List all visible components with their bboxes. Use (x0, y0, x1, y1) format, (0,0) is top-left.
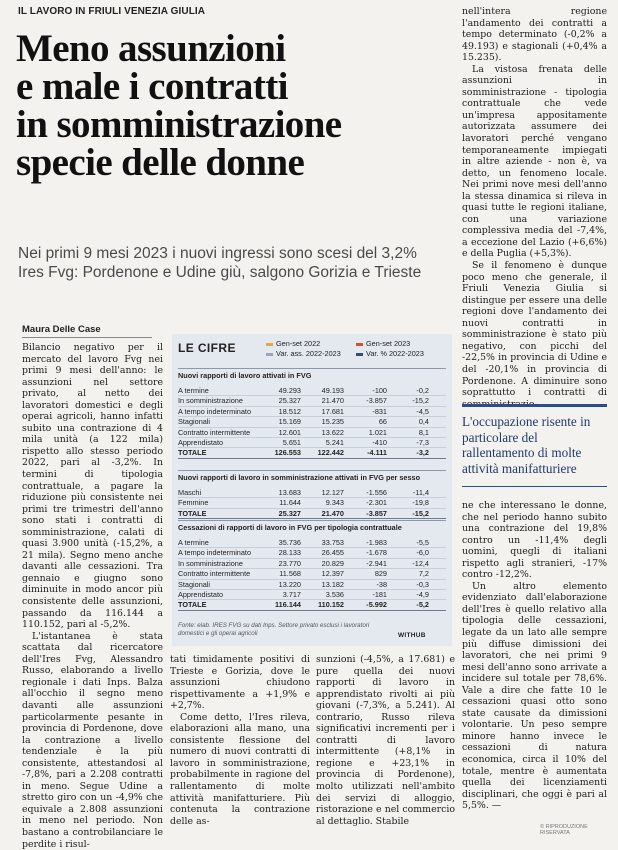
table-cell: -38 (376, 579, 387, 589)
table-cell: -410 (372, 438, 387, 448)
table-cell: -7,3 (416, 438, 429, 448)
headline-line: e male i contratti (16, 65, 288, 108)
table-row (178, 569, 446, 579)
infobox-header (178, 339, 446, 365)
table-cell: 21.470 (321, 396, 344, 406)
row-label: In somministrazione (178, 396, 243, 406)
legend-label: Gen-set 2022 (276, 339, 321, 348)
table-cell: -15,2 (412, 396, 429, 406)
table-cell: -1.556 (366, 488, 387, 497)
table-by-sex (178, 470, 446, 519)
table-cell: -1.983 (366, 538, 387, 547)
source-note: Fonte: elab. IRES FVG su dati Inps. Settore privato esclusi i lavoratori domestici e gli operai agricoli (178, 622, 370, 637)
row-label: Apprendistato (178, 438, 224, 448)
table-cell: 8,1 (418, 427, 429, 437)
table-row (178, 488, 446, 498)
table-cell: 116.144 (275, 600, 301, 610)
row-label: TOTALE (178, 448, 207, 458)
table-cell: 13.622 (321, 427, 344, 437)
table-cell: 25.327 (278, 508, 301, 518)
table-cell: 0,4 (418, 417, 429, 427)
table-cell: 15.169 (278, 417, 301, 427)
table-cell: -11,4 (412, 488, 429, 497)
table-row (178, 428, 446, 438)
table-row (178, 396, 446, 406)
table-row (178, 559, 446, 569)
brand-logo: WITHUB (398, 632, 426, 639)
row-label: Apprendistato (178, 590, 224, 600)
legend-label: Gen-set 2023 (366, 339, 411, 348)
section-kicker: IL LAVORO IN FRIULI VENEZIA GIULIA (18, 6, 206, 17)
article-column-2 (170, 654, 310, 827)
row-label: TOTALE (178, 600, 207, 610)
headline-line: in somministrazione (16, 103, 342, 146)
pull-quote: L'occupazione risente in particolare del rallentamento di molte attività manifatturiere (462, 404, 607, 487)
table-total-row (178, 600, 446, 610)
table-cell: 122.442 (317, 448, 344, 458)
row-label: Stagionali (178, 417, 211, 427)
table-row (178, 498, 446, 508)
row-label: A tempo indeterminato (178, 548, 252, 558)
table-total-row (178, 509, 446, 519)
paragraph: nell'intera regione l'andamento dei contratti a tempo determinato (-0,2% a 49.193) e stagionali (+0,4% a 15.235). (462, 6, 607, 64)
table-cell: -3,2 (416, 448, 429, 458)
table-cell: 7,2 (418, 569, 429, 579)
table-cell: 18.512 (278, 406, 301, 416)
table-cell: -3.857 (366, 508, 387, 518)
article-column-4-top (462, 6, 607, 410)
table-row (178, 580, 446, 590)
table-cell: -5,5 (416, 538, 429, 547)
copyright-notice: © RIPRODUZIONE RISERVATA (540, 824, 588, 836)
table-title: Cessazioni di rapporti di lavoro in FVG per tipologia contrattuale (178, 520, 446, 532)
table-cell: -5.992 (366, 600, 387, 610)
table-cell: 9.343 (325, 498, 344, 508)
table-cell: -100 (372, 386, 387, 395)
legend-label: Var. ass. 2022-2023 (276, 349, 341, 358)
article-column-4-bottom (462, 500, 607, 812)
table-cell: 13.683 (278, 488, 301, 497)
table-cell: 28.133 (278, 548, 301, 558)
row-label: A termine (178, 386, 209, 395)
table-cell: 23.770 (278, 558, 301, 568)
table-title: Nuovi rapporti di lavoro attivati in FVG (178, 368, 446, 380)
table-cell: 11.644 (279, 498, 301, 508)
legend-label: Var. % 2022-2023 (366, 349, 424, 358)
table-cell: -12,4 (412, 558, 429, 568)
row-label: Contratto intermittente (178, 427, 251, 437)
table-row (178, 548, 446, 558)
table-cell: 3.536 (325, 590, 344, 600)
table-cell: 829 (374, 569, 387, 579)
table-cell: -181 (372, 590, 387, 600)
table-cell: -1.678 (366, 548, 387, 558)
infobox-title: LE CIFRE (178, 341, 236, 355)
table-cell: 12.397 (321, 569, 344, 579)
row-label: Femmine (178, 498, 209, 508)
table-total-row (178, 448, 446, 458)
table-cell: 66 (378, 417, 387, 427)
table-cell: 33.753 (321, 538, 344, 547)
table-cell: 12.127 (321, 488, 344, 497)
table-cell: 49.193 (321, 386, 344, 395)
paragraph: Come detto, l'Ires rileva, elaborazioni alla mano, una consistente flessione del numero di nuovi contratti di lavoro in somministrazione, probabilmente in ragione del rallentamento di molte attività manifatturiere. Più contenuta la contrazione delle as- (170, 711, 310, 827)
table-cell: 1.021 (368, 427, 387, 437)
headline-line: specie delle donne (16, 141, 305, 184)
row-label: Maschi (178, 488, 202, 497)
table-body (178, 538, 446, 611)
legend-swatch (356, 353, 363, 356)
table-cell: 5.651 (282, 438, 301, 448)
table-row (178, 538, 446, 548)
table-cell: -0,2 (416, 386, 429, 395)
table-cell: -0,3 (416, 579, 429, 589)
byline: Maura Delle Case (22, 324, 152, 338)
paragraph: L'istantanea è stata scattata dal ricercatore dell'Ires Fvg, Alessandro Russo, elaborando a livello regionale i dati Inps. Balza all'occhio il segno meno davanti alle assunzioni particolarmente pesante in provincia di Pordenone, dove la contrazione a livello tendenziale è la più consistente, attestandosi al -7,8%, pari a 2.208 contratti in meno. Segue Udine a stretto giro con un -4,9% che equivale a 2.808 assunzioni in meno nel periodo. Non bastano a controbilanciare le perdite i risul- (22, 630, 163, 850)
paragraph: tati timidamente positivi di Trieste e Gorizia, dove le assunzioni chiudono rispettivamente a +1,9% e +2,7%. (170, 654, 310, 712)
table-cell: 5.241 (325, 438, 344, 448)
paragraph: ne che interessano le donne, che nel periodo hanno subito una contrazione del 19,8% contro un -11,4% degli uomini, quegli di italiani rispetto agli stranieri, -17% contro -12,2%. (462, 500, 607, 581)
table-title: Nuovi rapporti di lavoro in somministrazione attivati in FVG per sesso (178, 470, 446, 482)
row-label: Stagionali (178, 579, 211, 589)
legend-swatch (266, 343, 273, 346)
paragraph: Se il fenomeno è dunque poco meno che generale, il Friuli Venezia Giulia si distingue per essere una delle regioni dove l'andamento dei nuovi contratti in somministrazione è stato più negativo, con picchi del -22,5% in provincia di Udine e del -20,1% in provincia di Pordenone. A diminuire sono soprattutto i contratti di somministrazio- (462, 260, 607, 410)
subheadline-line: Nei primi 9 mesi 2023 i nuovi ingressi sono scesi del 3,2% (18, 245, 417, 262)
legend-swatch (356, 343, 363, 346)
table-cell: 11.568 (279, 569, 301, 579)
table-row (178, 438, 446, 448)
headline-line: Meno assunzioni (16, 27, 286, 70)
table-cell: -3.857 (366, 396, 387, 406)
table-cell: 21.470 (321, 508, 344, 518)
legend-swatch (266, 353, 273, 356)
row-label: TOTALE (178, 508, 207, 518)
table-cell: -831 (372, 406, 387, 416)
table-hires (178, 368, 446, 459)
table-cell: -5,2 (416, 600, 429, 610)
table-cell: 35.736 (278, 538, 301, 547)
table-cell: 17.681 (321, 406, 344, 416)
legend-item (266, 339, 320, 348)
table-cell: -15,2 (412, 508, 429, 518)
paragraph: sunzioni (-4,5%, a 17.681) e pure quella dei nuovi rapporti di lavoro in apprendistato rivolti ai più giovani (-7,3%, a 5.241). Al contrario, Russo rileva significativi incrementi per i contratti di lavoro intermittente (+8,1% in regione e +23,1% in provincia di Pordenone), molto utilizzati nell'ambito dei servizi di alloggio, ristorazione e nel commercio al dettaglio. Stabile (316, 654, 455, 827)
legend-item (356, 349, 424, 358)
paragraph: Bilancio negativo per il mercato del lavoro Fvg nei primi 9 mesi dell'anno: le assunzioni nel settore privato, al netto dei lavoratori domestici e degli operai agricoli, hanno infatti subito una contrazione di 4 mila unità (a 122 mila) rispetto allo stesso periodo 2022, pari al -3,2%. In termini di tipologia contrattuale, a pagare la riduzione più consistente nei primi tre trimestri dell'anno sono stati i contratti di somministrazione, calati di quasi 3.900 unità (-15,2%, a 21 mila). Segno meno anche davanti alle cessazioni. Tra gennaio e giugno sono diminuite in modo ancor più consistente delle assunzioni, passando da 116.144 a 110.152, pari al -5,2%. (22, 342, 163, 631)
table-cell: -2.301 (366, 498, 387, 508)
table-cell: 12.601 (278, 427, 301, 437)
table-body (178, 488, 446, 519)
table-cell: 26.455 (321, 548, 344, 558)
table-cell: 20.829 (321, 558, 344, 568)
table-cell: 13.182 (321, 579, 344, 589)
table-cell: 49.293 (278, 386, 301, 395)
subheadline (18, 244, 458, 282)
row-label: Contratto intermittente (178, 569, 251, 579)
table-cell: -4,9 (416, 590, 429, 600)
table-body (178, 386, 446, 459)
table-cell: 25.327 (278, 396, 301, 406)
table-cell: -6,0 (416, 548, 429, 558)
table-cell: 3.717 (282, 590, 301, 600)
table-cell: 110.152 (318, 600, 344, 610)
figures-infobox (172, 334, 452, 646)
article-column-1 (22, 342, 163, 850)
row-label: A tempo indeterminato (178, 406, 252, 416)
table-cell: -19,8 (412, 498, 429, 508)
paragraph: Un altro elemento evidenziato dall'elaborazione dell'Ires è quello relativo alla tipologia delle cessazioni, legate da un lato alle sempre più diffuse dimissioni dei lavoratori, che nei primi 9 mesi dell'anno sono arrivate a incidere sul totale per 78,6%. Vale a dire che fatte 10 le cessazioni quasi otto sono state causate da dimissioni volontarie. Un peso sempre minore hanno invece le cessazioni di natura economica, circa il 10% del totale, mentre è aumentata quella dei licenziamenti disciplinari, che oggi è pari al 5,5%. — (462, 580, 607, 812)
legend-item (356, 339, 410, 348)
table-cell: -2.941 (366, 558, 387, 568)
legend-item (266, 349, 341, 358)
table-cell: 13.220 (278, 579, 301, 589)
table-terminations (178, 520, 446, 611)
table-cell: -4,5 (416, 406, 429, 416)
paragraph: La vistosa frenata delle assunzioni in somministrazione - tipologia contrattuale che vede un'impresa appositamente autorizzata assumere dei lavoratori perché vengano temporaneamente impiegati in altre aziende - non è, va detto, un fenomeno locale. Nei primi nove mesi dell'anno la stessa dinamica si rileva in quasi tutte le regioni italiane, con una variazione complessiva media del -7,4%, a eccezione del Lazio (+6,6%) e della Puglia (+5,3%). (462, 63, 607, 260)
headline (16, 27, 448, 184)
table-row (178, 407, 446, 417)
table-cell: -4.111 (367, 448, 387, 458)
row-label: In somministrazione (178, 558, 243, 568)
table-row (178, 386, 446, 396)
subheadline-line: Ires Fvg: Pordenone e Udine giù, salgono Gorizia e Trieste (18, 264, 422, 281)
row-label: A termine (178, 538, 209, 547)
table-cell: 126.553 (274, 448, 301, 458)
table-row (178, 590, 446, 600)
article-column-3 (316, 654, 455, 827)
table-cell: 15.235 (321, 417, 344, 427)
table-row (178, 417, 446, 427)
